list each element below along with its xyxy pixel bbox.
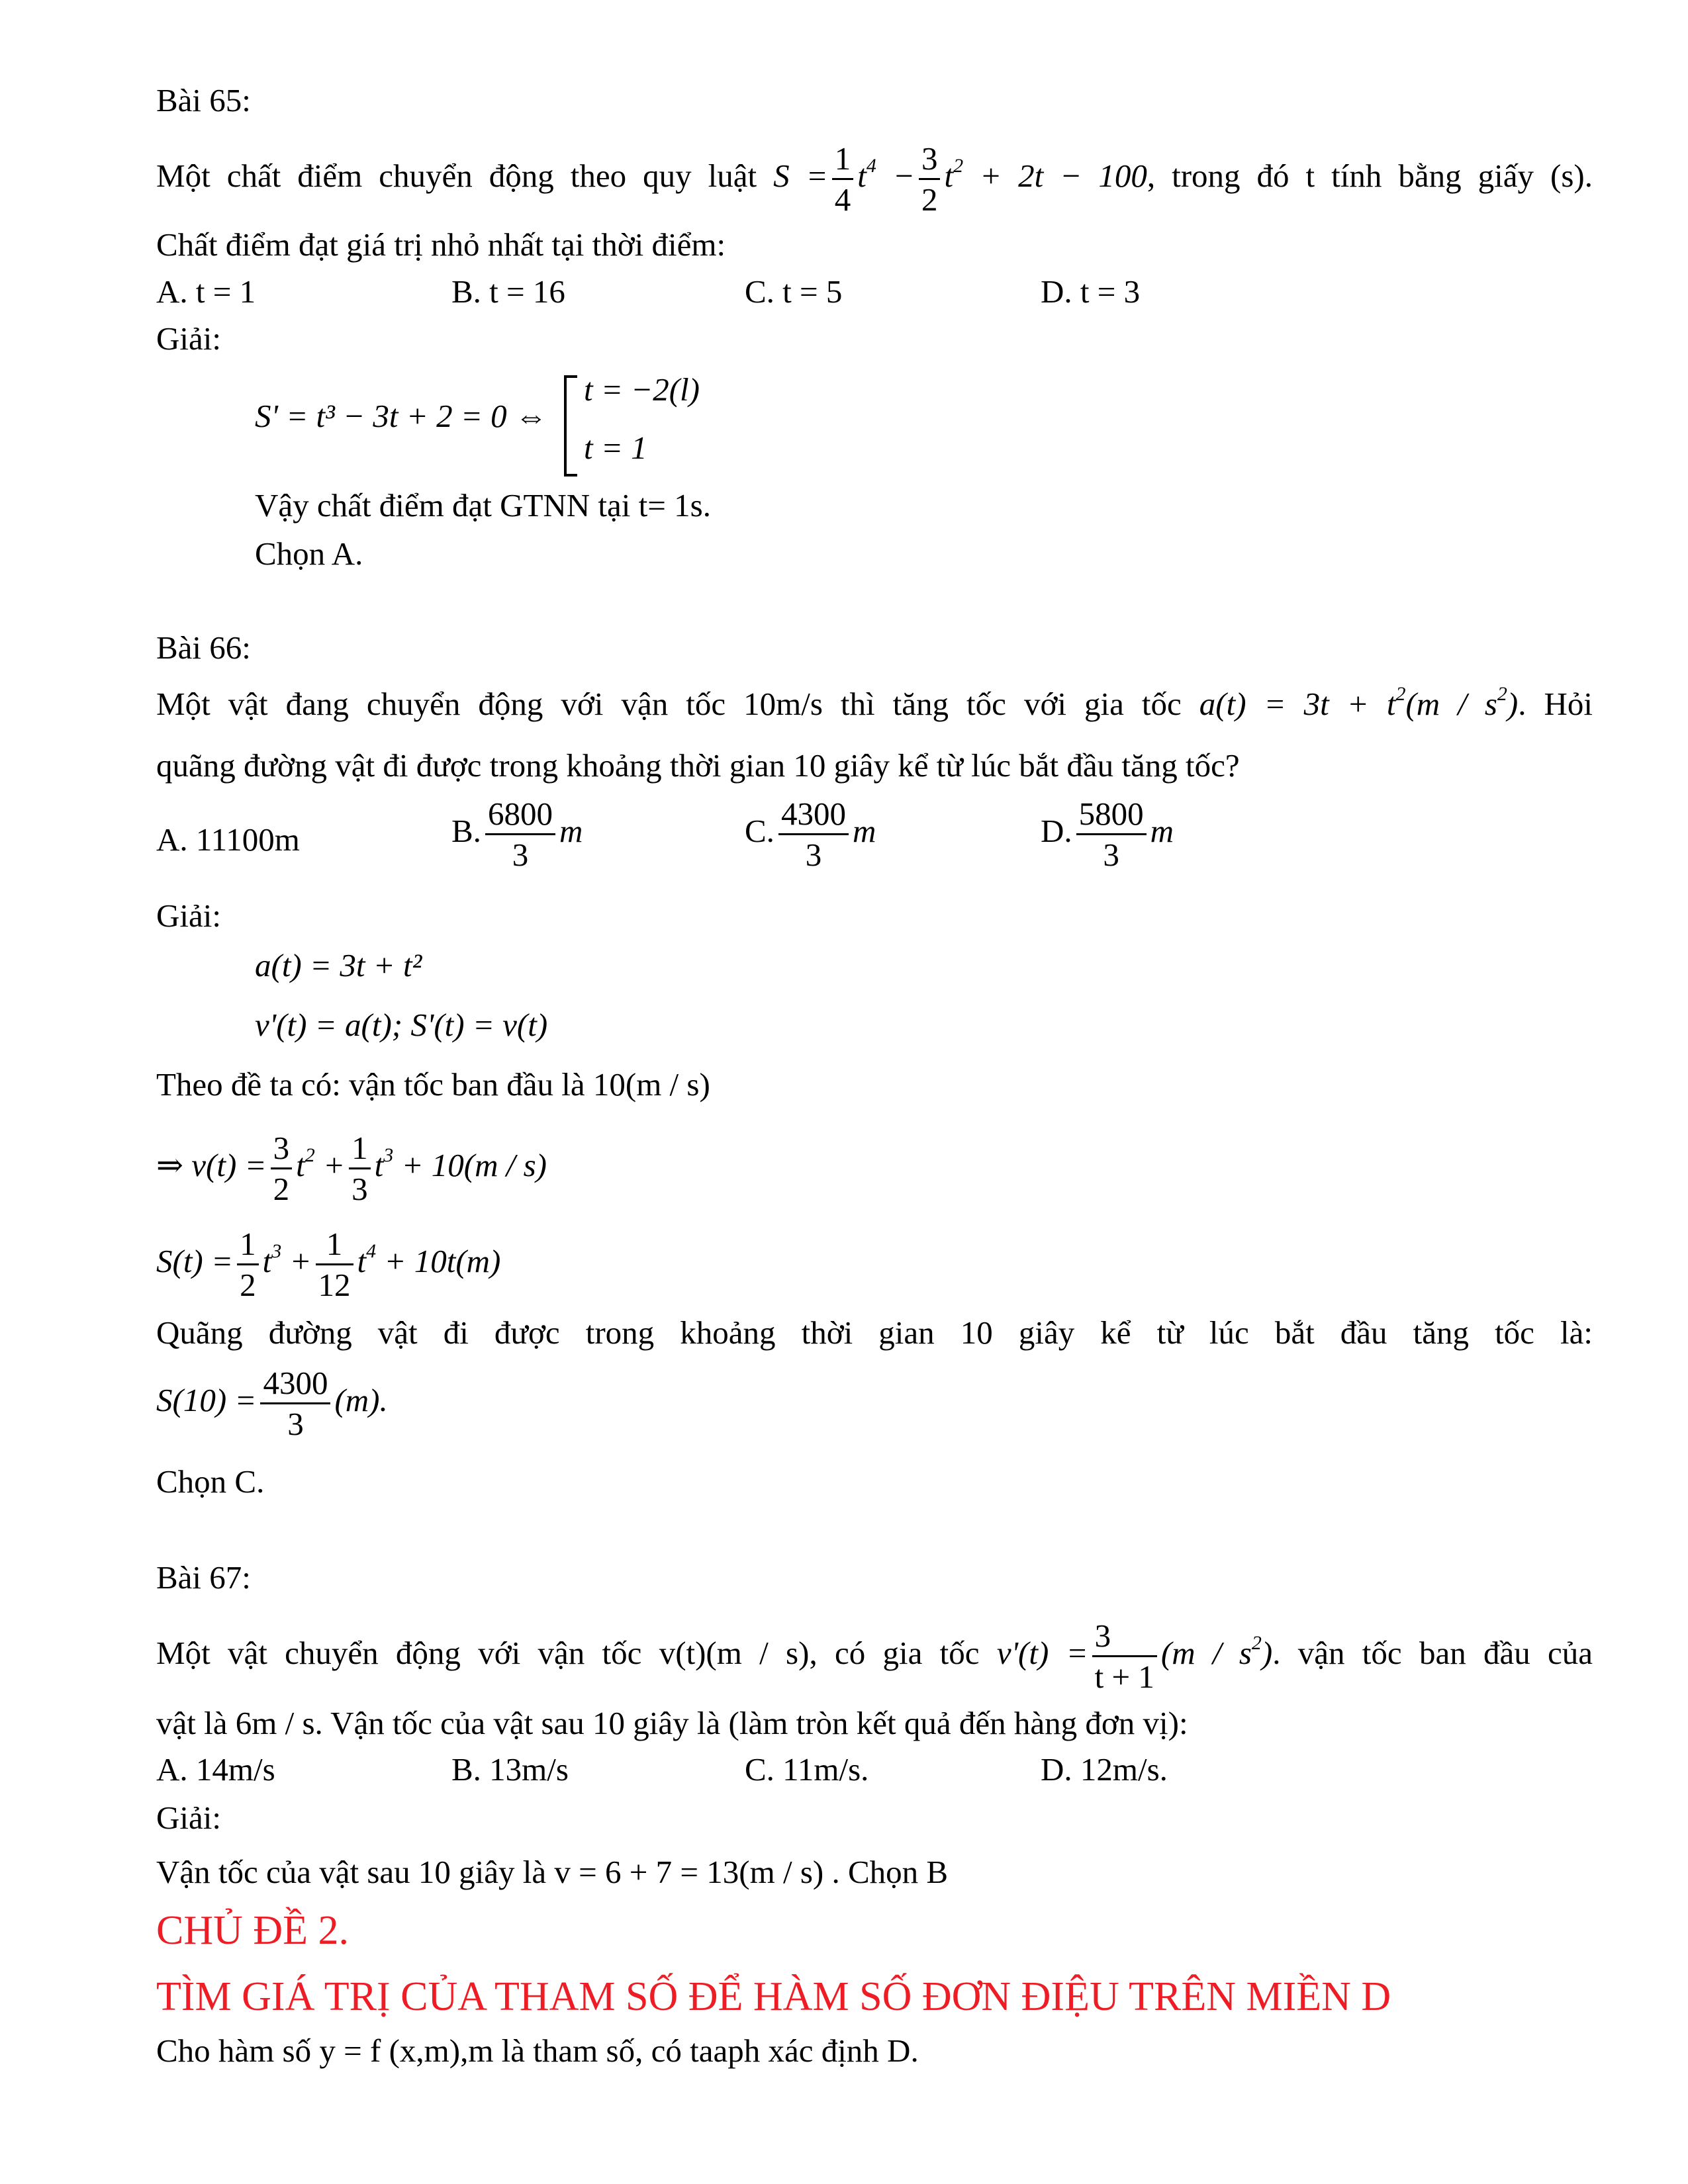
b67-solution: Vận tốc của vật sau 10 giây là v = 6 + 7 = 13(m / s) . Chọn B [156,1854,949,1890]
b67-acceleration-formula: v'(t) = $\frac{3}{t + 1}$ $(m / s^2)$ [996,1617,1273,1695]
b65-question-2: Chất điểm đạt giá trị nhỏ nhất tại thời điểm: [156,226,726,263]
topic-title: CHỦ ĐỀ 2. [156,1908,350,1953]
b66-result-formula: S(10) = $\frac{4300}{3}$ (m). [156,1365,388,1442]
topic-intro: Cho hàm số y = f (x,m),m là tham số, có taaph xác định D. [156,2032,919,2069]
b67-solution-label: Giải: [156,1799,221,1836]
b66-distance-formula: S(t) = $\frac{1}{2}$ $t^3$ + $\frac{1}{12}$ $t^4 + 10t(m)$ [156,1226,501,1303]
b65-conclusion: Vậy chất điểm đạt GTNN tại t= 1s. [255,487,711,523]
b66-option-c: C. $\frac{4300}{3}$ m [745,796,876,873]
b66-solution-line-3: Theo đề ta có: vận tốc ban đầu là 10(m / s) [156,1066,710,1103]
b65-option-c: C. t = 5 [745,273,843,310]
b65-solution-bracket [564,375,577,477]
b65-answer: Chọn A. [255,535,363,572]
b65-option-d: D. t = 3 [1041,273,1141,310]
b67-option-c: C. 11m/s. [745,1751,869,1788]
b65-law-formula: S = $\frac{1}{4}$ $t^4$ − $\frac{3}{2}$ $t^2 + 2t - 100$ [773,140,1147,218]
b66-question-1: Một vật đang chuyển động với vận tốc 10m/s thì tăng tốc với gia tốc $a(t) = 3t + t^2(m / s^2)$. Hỏi [156,683,1593,722]
b66-solution-line-6: Quãng đường vật đi được trong khoảng thời gian 10 giây kể từ lúc bắt đầu tăng tốc là: [156,1314,1593,1351]
b67-question-1: Một vật chuyển động với vận tốc v(t)(m / s), có gia tốc v'(t) = $\frac{3}{t + 1}$ $(m / s^2)$. vận tốc ban đầu của [156,1617,1593,1695]
b66-option-a: A. 11100m [156,821,300,858]
b66-option-d: D. $\frac{5800}{3}$ m [1041,796,1174,873]
b65-title: Bài 65: [156,82,251,118]
b67-option-d: D. 12m/s. [1041,1751,1168,1788]
b66-solution-label: Giải: [156,897,221,934]
b67-title: Bài 67: [156,1559,251,1596]
b65-option-a: A. t = 1 [156,273,256,310]
b66-solution-line-2: v'(t) = a(t); S'(t) = v(t) [255,1007,548,1043]
b65-derivative: S' = t³ − 3t + 2 = 0 ⇔ [255,398,547,434]
b66-option-b: B. $\frac{6800}{3}$ m [451,796,583,873]
b67-option-b: B. 13m/s [451,1751,569,1788]
b65-option-b: B. t = 16 [451,273,565,310]
b66-velocity-formula: ⇒ v(t) = $\frac{3}{2}$ $t^2$ + $\frac{1}{3}$ $t^3 + 10(m / s)$ [156,1130,547,1207]
b65-root-2: t = 1 [584,430,647,466]
b67-question-2: vật là 6m / s. Vận tốc của vật sau 10 giây là (làm tròn kết quả đến hàng đơn vị): [156,1705,1188,1741]
topic-subtitle: TÌM GIÁ TRỊ CỦA THAM SỐ ĐỂ HÀM SỐ ĐƠN ĐIỆU TRÊN MIỀN D [156,1974,1391,2019]
b66-acceleration-formula: $a(t) = 3t + t^2(m / s^2)$ [1199,683,1519,722]
b67-option-a: A. 14m/s [156,1751,275,1788]
b66-title: Bài 66: [156,629,251,666]
b65-solution-label: Giải: [156,320,221,357]
b66-solution-line-1: a(t) = 3t + t² [255,947,422,983]
b65-root-1: t = −2(l) [584,371,700,408]
b66-question-2: quãng đường vật đi được trong khoảng thời gian 10 giây kể từ lúc bắt đầu tăng tốc? [156,747,1240,784]
b66-answer: Chọn C. [156,1463,265,1500]
b65-question: Một chất điểm chuyển động theo quy luật S = $\frac{1}{4}$ $t^4$ − $\frac{3}{2}$ $t^2 + 2t - 100$, trong đó t tính bằng giấy (s). [156,140,1593,218]
